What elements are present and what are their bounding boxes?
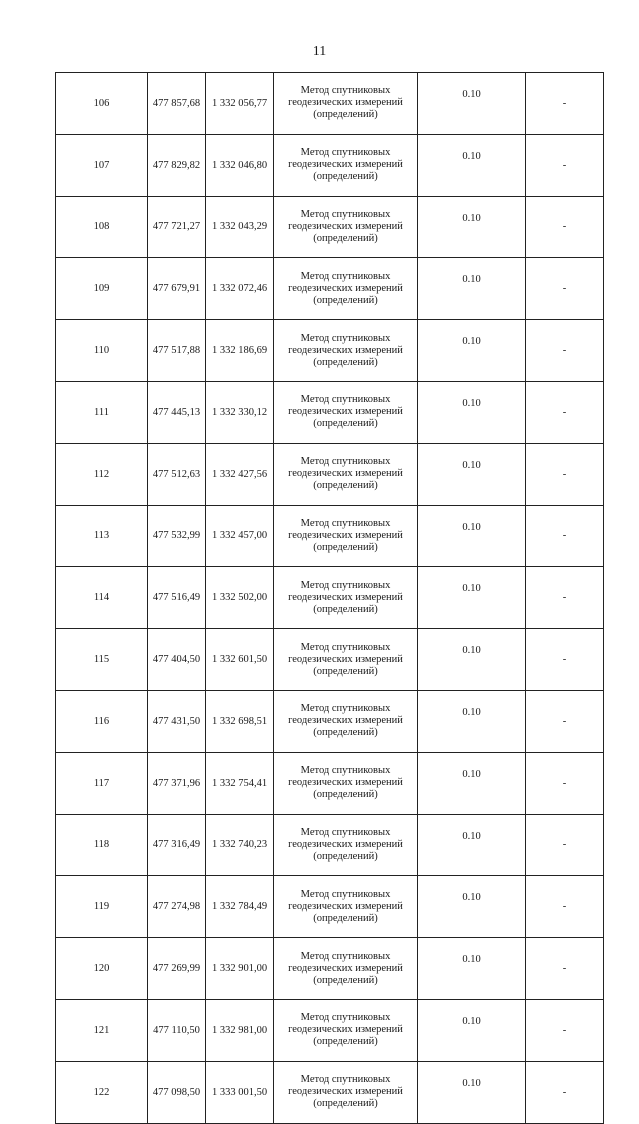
method-line-1: Метод спутниковых bbox=[300, 703, 391, 715]
page-number: 11 bbox=[312, 44, 327, 59]
x-coordinate-cell: 477 431,50 bbox=[148, 690, 206, 752]
table-row bbox=[56, 567, 604, 629]
table-row bbox=[56, 1061, 604, 1123]
accuracy-cell: 0.10 bbox=[418, 567, 526, 629]
point-number-cell: 121 bbox=[56, 999, 148, 1061]
description-cell: - bbox=[526, 320, 604, 382]
accuracy-cell: 0.10 bbox=[418, 258, 526, 320]
method-line-2: геодезических измерений bbox=[288, 777, 403, 789]
description-cell: - bbox=[526, 938, 604, 1000]
y-coordinate-cell: 1 332 901,00 bbox=[206, 938, 274, 1000]
point-number-cell: 118 bbox=[56, 814, 148, 876]
table-row bbox=[56, 690, 604, 752]
method-line-2: геодезических измерений bbox=[288, 468, 403, 480]
point-number-cell: 122 bbox=[56, 1061, 148, 1123]
table-row bbox=[56, 505, 604, 567]
method-line-2: геодезических измерений bbox=[288, 282, 403, 294]
method-line-3: (определений) bbox=[313, 541, 378, 553]
method-line-3: (определений) bbox=[313, 1098, 378, 1110]
point-number-cell: 116 bbox=[56, 690, 148, 752]
description-cell: - bbox=[526, 629, 604, 691]
table-row bbox=[56, 196, 604, 258]
point-number-cell: 117 bbox=[56, 752, 148, 814]
x-coordinate-cell: 477 274,98 bbox=[148, 876, 206, 938]
accuracy-cell: 0.10 bbox=[418, 814, 526, 876]
method-cell bbox=[274, 258, 418, 320]
table-row bbox=[56, 814, 604, 876]
accuracy-cell: 0.10 bbox=[418, 629, 526, 691]
method-line-3: (определений) bbox=[313, 356, 378, 368]
method-line-3: (определений) bbox=[313, 171, 378, 183]
x-coordinate-cell: 477 316,49 bbox=[148, 814, 206, 876]
method-line-3: (определений) bbox=[313, 789, 378, 801]
x-coordinate-cell: 477 512,63 bbox=[148, 443, 206, 505]
table-row bbox=[56, 629, 604, 691]
description-cell: - bbox=[526, 73, 604, 135]
method-cell bbox=[274, 73, 418, 135]
method-cell bbox=[274, 814, 418, 876]
method-line-3: (определений) bbox=[313, 665, 378, 677]
method-line-3: (определений) bbox=[313, 294, 378, 306]
description-cell: - bbox=[526, 752, 604, 814]
x-coordinate-cell: 477 445,13 bbox=[148, 381, 206, 443]
method-cell bbox=[274, 567, 418, 629]
method-line-2: геодезических измерений bbox=[288, 220, 403, 232]
y-coordinate-cell: 1 332 784,49 bbox=[206, 876, 274, 938]
method-line-3: (определений) bbox=[313, 480, 378, 492]
x-coordinate-cell: 477 532,99 bbox=[148, 505, 206, 567]
method-line-1: Метод спутниковых bbox=[300, 456, 391, 468]
method-cell bbox=[274, 690, 418, 752]
x-coordinate-cell: 477 679,91 bbox=[148, 258, 206, 320]
description-cell: - bbox=[526, 443, 604, 505]
point-number-cell: 107 bbox=[56, 134, 148, 196]
description-cell: - bbox=[526, 999, 604, 1061]
description-cell: - bbox=[526, 567, 604, 629]
method-line-2: геодезических измерений bbox=[288, 591, 403, 603]
y-coordinate-cell: 1 332 046,80 bbox=[206, 134, 274, 196]
description-cell: - bbox=[526, 690, 604, 752]
y-coordinate-cell: 1 332 186,69 bbox=[206, 320, 274, 382]
y-coordinate-cell: 1 332 698,51 bbox=[206, 690, 274, 752]
method-line-1: Метод спутниковых bbox=[300, 85, 391, 97]
method-line-3: (определений) bbox=[313, 603, 378, 615]
accuracy-cell: 0.10 bbox=[418, 752, 526, 814]
method-line-2: геодезических измерений bbox=[288, 97, 403, 109]
y-coordinate-cell: 1 332 056,77 bbox=[206, 73, 274, 135]
method-cell bbox=[274, 629, 418, 691]
y-coordinate-cell: 1 332 754,41 bbox=[206, 752, 274, 814]
method-line-2: геодезических измерений bbox=[288, 900, 403, 912]
x-coordinate-cell: 477 829,82 bbox=[148, 134, 206, 196]
method-cell bbox=[274, 381, 418, 443]
y-coordinate-cell: 1 332 601,50 bbox=[206, 629, 274, 691]
method-line-1: Метод спутниковых bbox=[300, 332, 391, 344]
accuracy-cell: 0.10 bbox=[418, 876, 526, 938]
coordinates-table-body bbox=[56, 73, 604, 1124]
table-row bbox=[56, 752, 604, 814]
x-coordinate-cell: 477 721,27 bbox=[148, 196, 206, 258]
method-cell bbox=[274, 876, 418, 938]
point-number-cell: 109 bbox=[56, 258, 148, 320]
table-row bbox=[56, 134, 604, 196]
description-cell: - bbox=[526, 381, 604, 443]
y-coordinate-cell: 1 332 330,12 bbox=[206, 381, 274, 443]
accuracy-cell: 0.10 bbox=[418, 505, 526, 567]
x-coordinate-cell: 477 857,68 bbox=[148, 73, 206, 135]
method-cell bbox=[274, 320, 418, 382]
method-line-3: (определений) bbox=[313, 232, 378, 244]
method-line-1: Метод спутниковых bbox=[300, 950, 391, 962]
method-line-2: геодезических измерений bbox=[288, 715, 403, 727]
y-coordinate-cell: 1 332 502,00 bbox=[206, 567, 274, 629]
x-coordinate-cell: 477 517,88 bbox=[148, 320, 206, 382]
method-line-1: Метод спутниковых bbox=[300, 1074, 391, 1086]
accuracy-cell: 0.10 bbox=[418, 690, 526, 752]
point-number-cell: 119 bbox=[56, 876, 148, 938]
x-coordinate-cell: 477 110,50 bbox=[148, 999, 206, 1061]
description-cell: - bbox=[526, 196, 604, 258]
description-cell: - bbox=[526, 1061, 604, 1123]
x-coordinate-cell: 477 404,50 bbox=[148, 629, 206, 691]
point-number-cell: 111 bbox=[56, 381, 148, 443]
table-row bbox=[56, 73, 604, 135]
accuracy-cell: 0.10 bbox=[418, 320, 526, 382]
table-row bbox=[56, 258, 604, 320]
accuracy-cell: 0.10 bbox=[418, 443, 526, 505]
accuracy-cell: 0.10 bbox=[418, 999, 526, 1061]
method-line-2: геодезических измерений bbox=[288, 1024, 403, 1036]
method-line-1: Метод спутниковых bbox=[300, 765, 391, 777]
method-line-2: геодезических измерений bbox=[288, 838, 403, 850]
method-cell bbox=[274, 752, 418, 814]
x-coordinate-cell: 477 269,99 bbox=[148, 938, 206, 1000]
method-line-1: Метод спутниковых bbox=[300, 517, 391, 529]
accuracy-cell: 0.10 bbox=[418, 73, 526, 135]
method-cell bbox=[274, 443, 418, 505]
method-line-3: (определений) bbox=[313, 1036, 378, 1048]
point-number-cell: 106 bbox=[56, 73, 148, 135]
method-cell bbox=[274, 196, 418, 258]
method-line-1: Метод спутниковых bbox=[300, 826, 391, 838]
method-line-1: Метод спутниковых bbox=[300, 579, 391, 591]
method-line-3: (определений) bbox=[313, 974, 378, 986]
point-number-cell: 120 bbox=[56, 938, 148, 1000]
y-coordinate-cell: 1 332 043,29 bbox=[206, 196, 274, 258]
description-cell: - bbox=[526, 814, 604, 876]
method-line-2: геодезических измерений bbox=[288, 344, 403, 356]
point-number-cell: 112 bbox=[56, 443, 148, 505]
table-row bbox=[56, 320, 604, 382]
method-line-2: геодезических измерений bbox=[288, 406, 403, 418]
method-line-3: (определений) bbox=[313, 418, 378, 430]
table-row bbox=[56, 381, 604, 443]
point-number-cell: 113 bbox=[56, 505, 148, 567]
y-coordinate-cell: 1 332 457,00 bbox=[206, 505, 274, 567]
method-line-1: Метод спутниковых bbox=[300, 270, 391, 282]
method-line-2: геодезических измерений bbox=[288, 962, 403, 974]
point-number-cell: 108 bbox=[56, 196, 148, 258]
y-coordinate-cell: 1 333 001,50 bbox=[206, 1061, 274, 1123]
method-line-1: Метод спутниковых bbox=[300, 394, 391, 406]
method-line-3: (определений) bbox=[313, 109, 378, 121]
method-line-2: геодезических измерений bbox=[288, 1086, 403, 1098]
y-coordinate-cell: 1 332 981,00 bbox=[206, 999, 274, 1061]
method-line-2: геодезических измерений bbox=[288, 529, 403, 541]
table-row bbox=[56, 876, 604, 938]
method-line-2: геодезических измерений bbox=[288, 159, 403, 171]
method-line-2: геодезических измерений bbox=[288, 653, 403, 665]
method-line-1: Метод спутниковых bbox=[300, 208, 391, 220]
point-number-cell: 114 bbox=[56, 567, 148, 629]
accuracy-cell: 0.10 bbox=[418, 938, 526, 1000]
method-cell bbox=[274, 1061, 418, 1123]
y-coordinate-cell: 1 332 072,46 bbox=[206, 258, 274, 320]
accuracy-cell: 0.10 bbox=[418, 134, 526, 196]
table-row bbox=[56, 938, 604, 1000]
method-line-3: (определений) bbox=[313, 727, 378, 739]
point-number-cell: 115 bbox=[56, 629, 148, 691]
method-cell bbox=[274, 999, 418, 1061]
point-number-cell: 110 bbox=[56, 320, 148, 382]
method-cell bbox=[274, 938, 418, 1000]
description-cell: - bbox=[526, 134, 604, 196]
description-cell: - bbox=[526, 258, 604, 320]
method-line-1: Метод спутниковых bbox=[300, 147, 391, 159]
method-line-1: Метод спутниковых bbox=[300, 888, 391, 900]
x-coordinate-cell: 477 098,50 bbox=[148, 1061, 206, 1123]
coordinates-table bbox=[55, 72, 604, 1124]
description-cell: - bbox=[526, 505, 604, 567]
x-coordinate-cell: 477 371,96 bbox=[148, 752, 206, 814]
y-coordinate-cell: 1 332 427,56 bbox=[206, 443, 274, 505]
method-cell bbox=[274, 505, 418, 567]
method-cell bbox=[274, 134, 418, 196]
x-coordinate-cell: 477 516,49 bbox=[148, 567, 206, 629]
description-cell: - bbox=[526, 876, 604, 938]
method-line-1: Метод спутниковых bbox=[300, 641, 391, 653]
method-line-3: (определений) bbox=[313, 850, 378, 862]
table-row bbox=[56, 999, 604, 1061]
accuracy-cell: 0.10 bbox=[418, 1061, 526, 1123]
method-line-3: (определений) bbox=[313, 912, 378, 924]
y-coordinate-cell: 1 332 740,23 bbox=[206, 814, 274, 876]
table-row bbox=[56, 443, 604, 505]
accuracy-cell: 0.10 bbox=[418, 381, 526, 443]
accuracy-cell: 0.10 bbox=[418, 196, 526, 258]
method-line-1: Метод спутниковых bbox=[300, 1012, 391, 1024]
